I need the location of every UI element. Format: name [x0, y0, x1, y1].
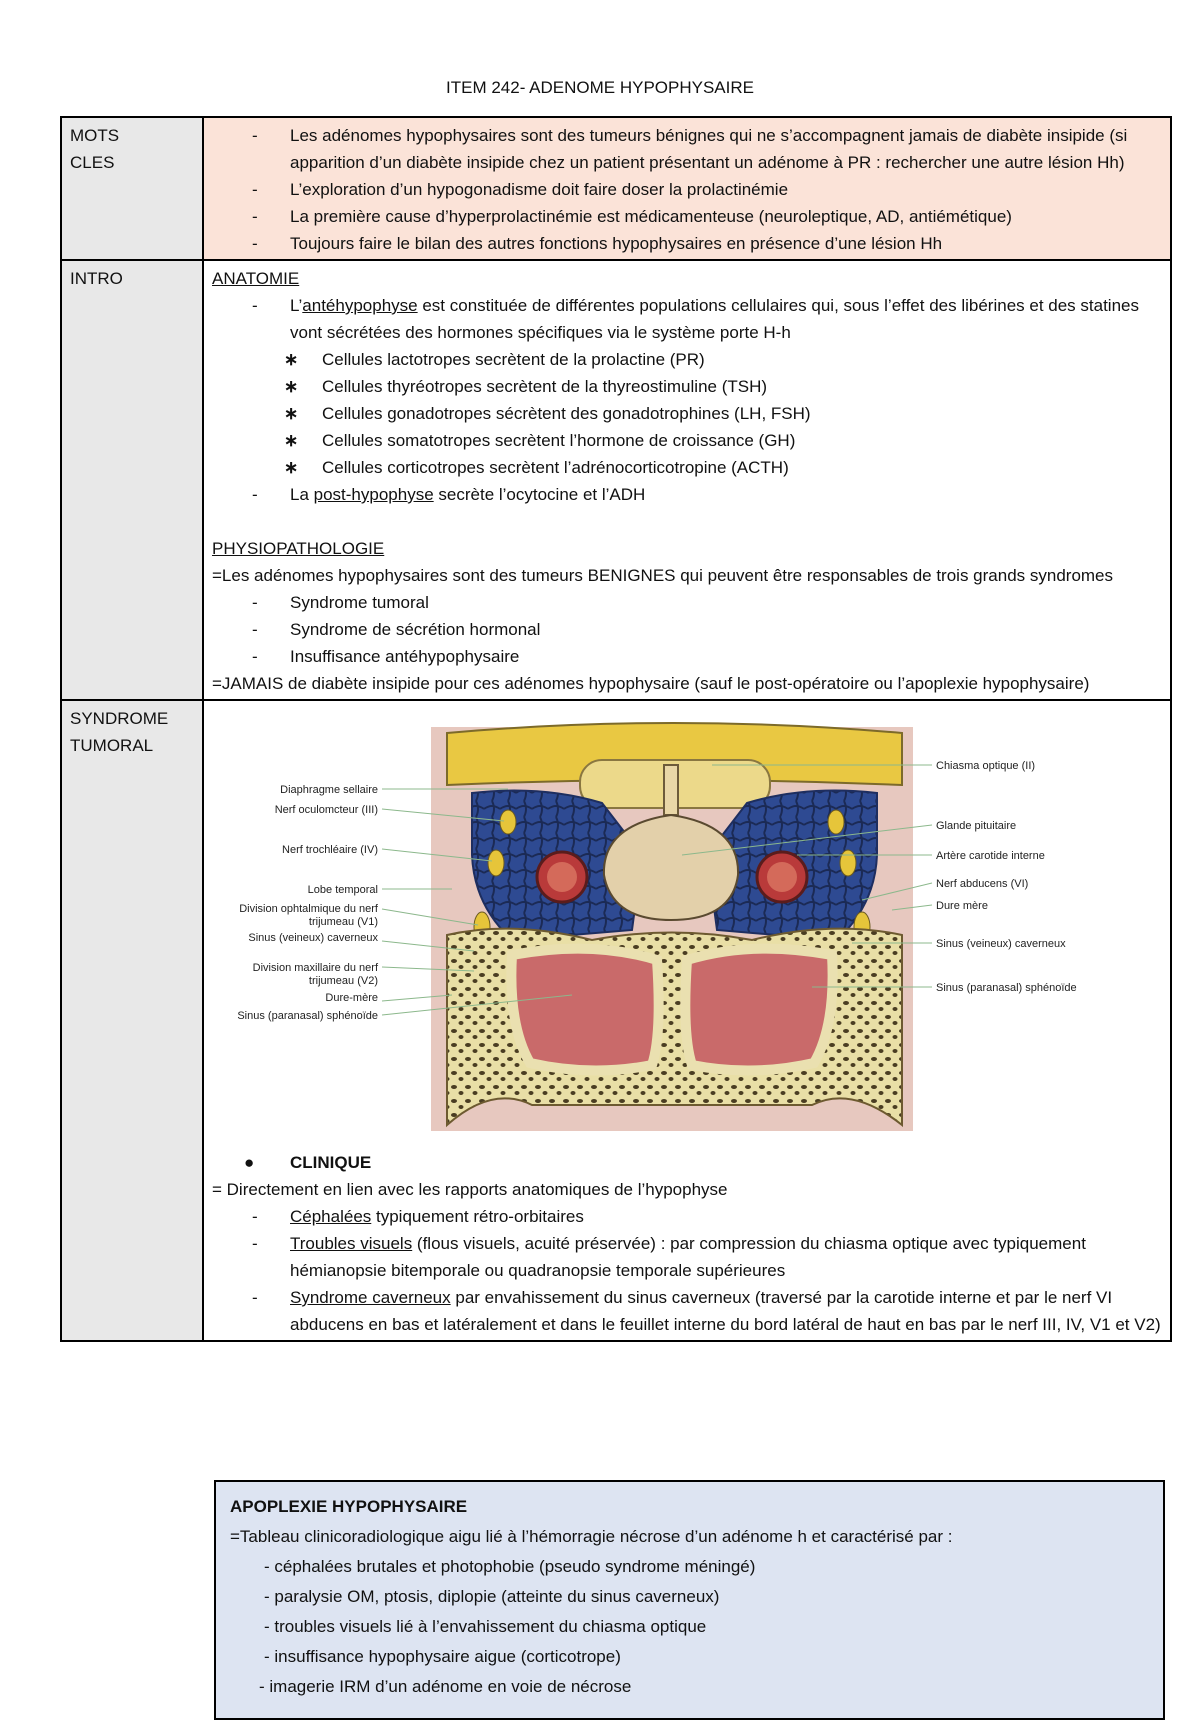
anatomy-figure: [212, 705, 1162, 1149]
cell-item: ∗ Cellules corticotropes secrètent l’adrénocorticotropine (ACTH): [284, 454, 1162, 481]
cell-item: ∗ Cellules somatotropes secrètent l’hormone de croissance (GH): [284, 427, 1162, 454]
fig-label: Nerf trochléaire (IV): [282, 844, 378, 856]
fig-label: Division ophtalmique du nerf: [239, 903, 378, 915]
label-intro: [61, 260, 203, 700]
page-title: ITEM 242- ADENOME HYPOPHYSAIRE: [446, 78, 754, 97]
label-line: SYNDROME: [70, 709, 169, 728]
list-item: - L’antéhypophyse est constituée de différentes populations cellulaires qui, sous l’effet des libérines et des statines vont sécrétées des hormones spécifiques via le système porte H-h: [252, 292, 1162, 346]
anatomie-heading: ANATOMIE: [212, 269, 300, 288]
list-item: - Troubles visuels (flous visuels, acuité préservée) : par compression du chiasma optique avec typiquement hémianopsie bitemporale ou quadranopsie temporale supérieures: [252, 1230, 1162, 1284]
fig-label: Diaphragme sellaire: [280, 784, 378, 796]
list-item: - Céphalées typiquement rétro-orbitaires: [252, 1203, 1162, 1230]
term-antehypophyse: antéhypophyse: [302, 296, 418, 315]
list-item: - Syndrome caverneux par envahissement du sinus caverneux (traversé par la carotide interne et par le nerf VI abducens en bas et latéralement et dans le feuillet interne du bord latéral de haut en bas par le nerf III, IV, V1 et V2): [252, 1284, 1162, 1338]
row-intro: [61, 260, 1171, 700]
fig-label: Chiasma optique (II): [936, 760, 1036, 772]
physio-heading: PHYSIOPATHOLOGIE: [212, 539, 385, 558]
list-item: - insuffisance hypophysaire aigue (corticotrope): [264, 1647, 621, 1666]
intro-content: [203, 260, 1171, 700]
fig-label: Division maxillaire du nerf: [252, 962, 378, 974]
apoplexie-box: [214, 1480, 1165, 1720]
fig-label: Lobe temporal: [307, 884, 378, 896]
physio-intro: =Les adénomes hypophysaires sont des tumeurs BENIGNES qui peuvent être responsables de trois grands syndromes: [212, 566, 1114, 585]
cell-item: ∗ Cellules gonadotropes sécrètent des gonadotrophines (LH, FSH): [284, 400, 1162, 427]
label-syndrome-tumoral: [61, 700, 203, 1341]
jamais-note: =JAMAIS de diabète insipide pour ces adénomes hypophysaire (sauf le post-opératoire ou l’apoplexie hypophysaire): [212, 674, 1090, 693]
list-item: - La post-hypophyse secrète l’ocytocine et l’ADH: [252, 481, 1162, 508]
label-line: TUMORAL: [70, 736, 154, 755]
list-item: - troubles visuels lié à l’envahissement du chiasma optique: [264, 1617, 707, 1636]
fig-label: Nerf oculomcteur (III): [274, 804, 378, 816]
list-item: - L’exploration d’un hypogonadisme doit faire doser la prolactinémie: [252, 176, 1162, 203]
list-item: - Insuffisance antéhypophysaire: [252, 643, 1162, 670]
clinique-heading: ● CLINIQUE: [212, 1149, 1162, 1176]
list-item: - Toujours faire le bilan des autres fonctions hypophysaires en présence d’une lésion Hh: [252, 230, 1162, 257]
mots-cles-content: [203, 117, 1171, 260]
apoplexie-heading: APOPLEXIE HYPOPHYSAIRE: [230, 1497, 468, 1516]
fig-label: Dure-mère: [325, 992, 378, 1004]
cell-item: ∗ Cellules thyréotropes secrètent de la thyreostimuline (TSH): [284, 373, 1162, 400]
fig-label: Sinus (paranasal) sphénoïde: [936, 982, 1077, 994]
main-table: [60, 116, 1172, 1342]
list-item: - Les adénomes hypophysaires sont des tumeurs bénignes qui ne s’accompagnent jamais de diabète insipide (si apparition d’un diabète insipide chez un patient présentant un adénome à PR : rechercher une autre lésion Hh): [252, 122, 1162, 176]
label-line: MOTS: [70, 126, 120, 145]
list-item: - Syndrome de sécrétion hormonal: [252, 616, 1162, 643]
label-mots-cles: [61, 117, 203, 260]
cell-item: ∗ Cellules lactotropes secrètent de la prolactine (PR): [284, 346, 1162, 373]
fig-label: Sinus (paranasal) sphénoïde: [237, 1010, 378, 1022]
fig-label: Artère carotide interne: [936, 850, 1045, 862]
list-item: - La première cause d’hyperprolactinémie est médicamenteuse (neuroleptique, AD, antiémétique): [252, 203, 1162, 230]
fig-label: Nerf abducens (VI): [936, 878, 1029, 890]
term-posthypophyse: post-hypophyse: [313, 485, 434, 504]
apoplexie-intro: =Tableau clinicoradiologique aigu lié à l’hémorragie nécrose d’un adénome h et caractérisé par :: [230, 1527, 953, 1546]
fig-label: Glande pituitaire: [936, 820, 1017, 832]
list-item: - imagerie IRM d’un adénome en voie de nécrose: [259, 1677, 632, 1696]
row-syndrome-tumoral: [61, 700, 1171, 1341]
syndrome-tumoral-content: [203, 700, 1171, 1341]
list-item: - paralysie OM, ptosis, diplopie (atteinte du sinus caverneux): [264, 1587, 720, 1606]
sphenoid-sinus-left: [511, 949, 658, 1071]
cavernous-sinus-illustration: [212, 705, 1172, 1149]
label-line: INTRO: [70, 269, 123, 288]
fig-label: trijumeau (V2): [308, 975, 378, 987]
sphenoid-sinus-right: [685, 949, 832, 1071]
fig-label: trijumeau (V1): [308, 916, 378, 928]
list-item: - Syndrome tumoral: [252, 589, 1162, 616]
fig-label: Dure mère: [936, 900, 988, 912]
label-line: CLES: [70, 153, 115, 172]
row-mots-cles: [61, 117, 1171, 260]
pituitary-gland: [604, 815, 738, 920]
clinique-intro: = Directement en lien avec les rapports anatomiques de l’hypophyse: [212, 1180, 728, 1199]
bullet-icon: ●: [244, 1153, 255, 1172]
list-item: - céphalées brutales et photophobie (pseudo syndrome méningé): [264, 1557, 756, 1576]
fig-label: Sinus (veineux) caverneux: [248, 932, 378, 944]
fig-label: Sinus (veineux) caverneux: [936, 938, 1066, 950]
